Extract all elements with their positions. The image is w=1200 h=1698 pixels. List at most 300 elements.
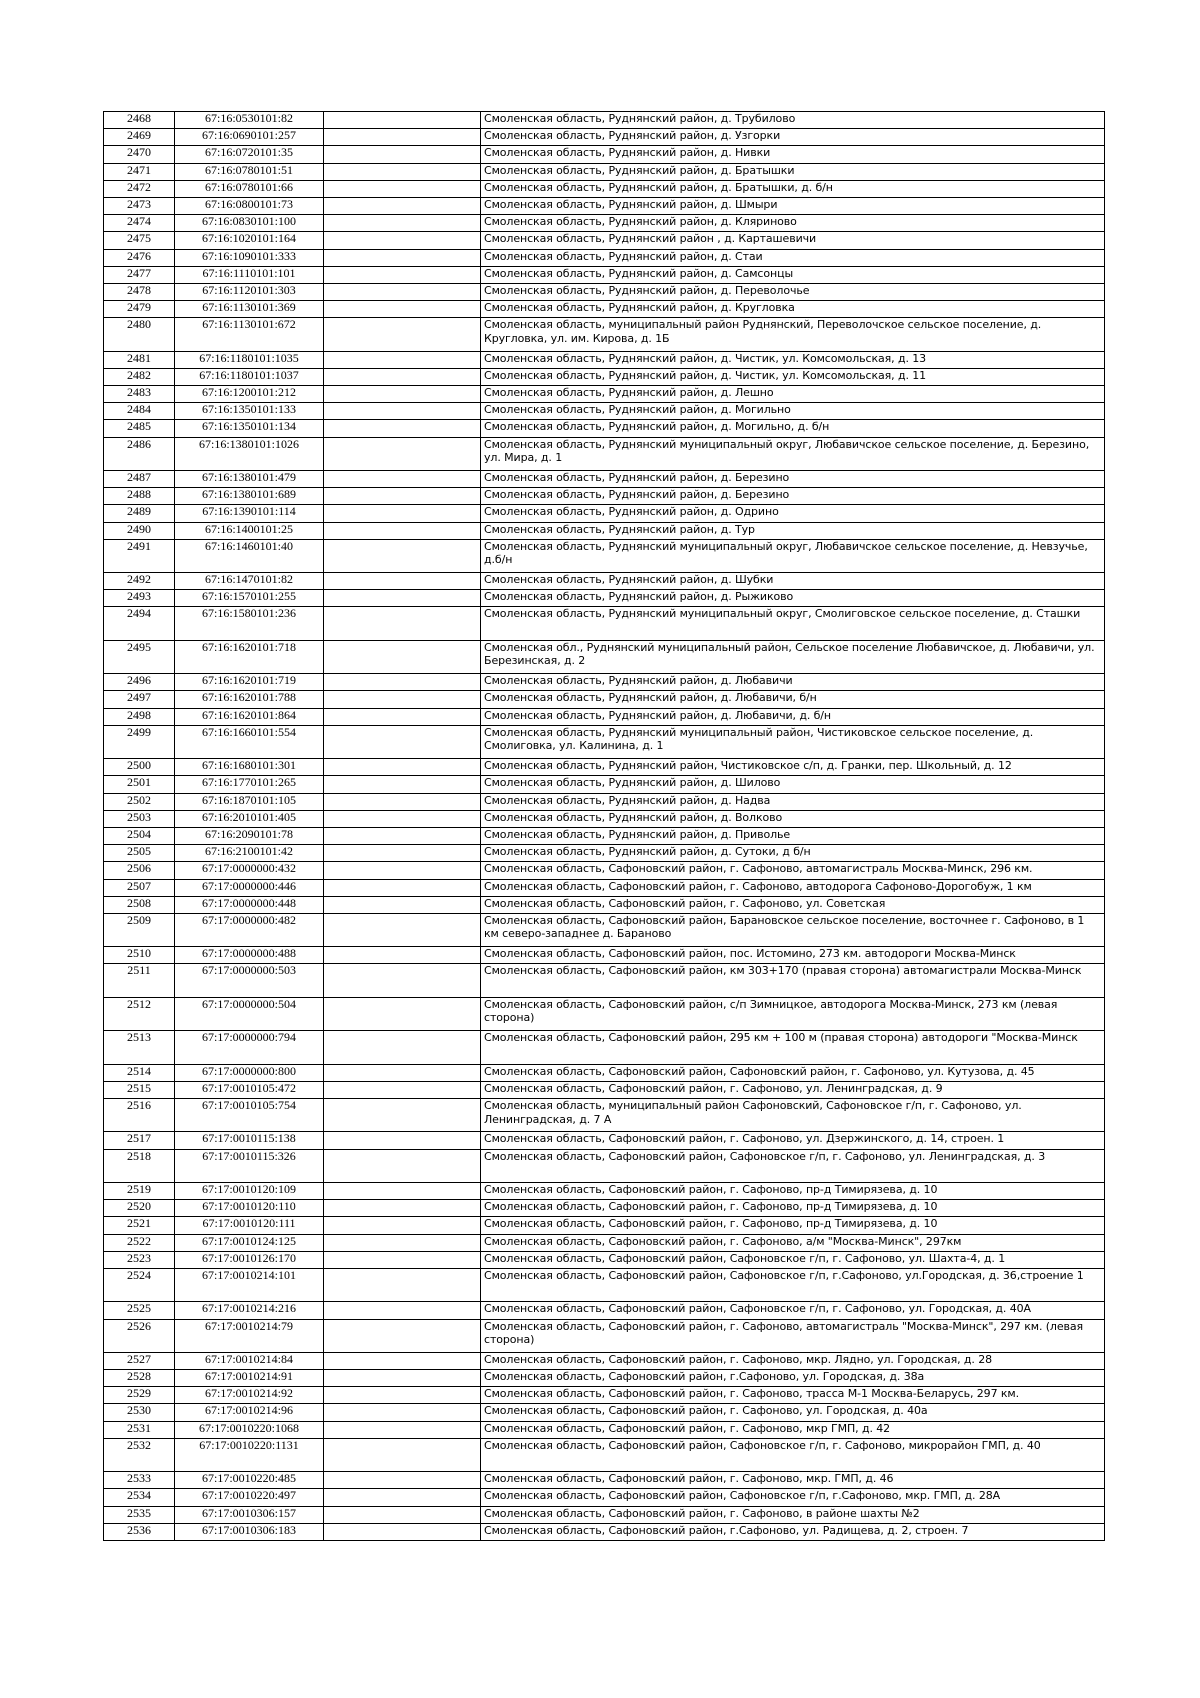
empty-cell (324, 1064, 481, 1081)
empty-cell (324, 470, 481, 487)
address: Смоленская область, Руднянский район, д. Сутоки, д б/н (481, 845, 1105, 862)
cadastral-number: 67:16:1770101:265 (175, 776, 324, 793)
cadastral-number: 67:16:1400101:25 (175, 522, 324, 539)
address: Смоленская область, Руднянский район, д. Чистик, ул. Комсомольская, д. 11 (481, 368, 1105, 385)
table-row (104, 1234, 1105, 1251)
cadastral-number: 67:16:1870101:105 (175, 793, 324, 810)
row-number: 2472 (104, 180, 175, 197)
empty-cell (324, 1081, 481, 1098)
address: Смоленская область, Сафоновский район, г. Сафоново, пр-д Тимирязева, д. 10 (481, 1200, 1105, 1217)
row-number: 2468 (104, 112, 175, 129)
cadastral-number: 67:16:1350101:134 (175, 420, 324, 437)
empty-cell (324, 403, 481, 420)
table-row (104, 232, 1105, 249)
address: Смоленская область, Руднянский район, д. Березино (481, 470, 1105, 487)
cadastral-number: 67:17:0000000:488 (175, 947, 324, 964)
table-row (104, 368, 1105, 385)
cadastral-number: 67:17:0000000:432 (175, 862, 324, 879)
row-number: 2485 (104, 420, 175, 437)
cadastral-number: 67:16:1660101:554 (175, 725, 324, 758)
empty-cell (324, 522, 481, 539)
empty-cell (324, 1438, 481, 1471)
address: Смоленская область, Руднянский район, д. Любавичи, б/н (481, 691, 1105, 708)
cadastral-number: 67:17:0010115:326 (175, 1149, 324, 1182)
address: Смоленская область, Сафоновский район, с/п Зимницкое, автодорога Москва-Минск, 273 км (левая сторона) (481, 997, 1105, 1030)
row-number: 2515 (104, 1081, 175, 1098)
table-row (104, 1404, 1105, 1421)
table-row (104, 437, 1105, 470)
table-row (104, 793, 1105, 810)
row-number: 2471 (104, 163, 175, 180)
cadastral-number: 67:17:0010214:79 (175, 1319, 324, 1352)
empty-cell (324, 1404, 481, 1421)
address: Смоленская область, Руднянский район, д. Шилово (481, 776, 1105, 793)
row-number: 2493 (104, 590, 175, 607)
empty-cell (324, 437, 481, 470)
cadastral-number: 67:17:0000000:794 (175, 1031, 324, 1064)
empty-cell (324, 488, 481, 505)
row-number: 2484 (104, 403, 175, 420)
cadastral-number: 67:16:2100101:42 (175, 845, 324, 862)
empty-cell (324, 1099, 481, 1132)
row-number: 2505 (104, 845, 175, 862)
table-row (104, 351, 1105, 368)
row-number: 2531 (104, 1421, 175, 1438)
address: Смоленская область, Руднянский район, д. Стаи (481, 249, 1105, 266)
cadastral-number: 67:16:1470101:82 (175, 573, 324, 590)
registry-table-body (104, 112, 1105, 1541)
address: Смоленская область, Сафоновский район, Сафоновское г/п, г. Сафоново, ул. Городская, д. 40А (481, 1302, 1105, 1319)
row-number: 2469 (104, 129, 175, 146)
empty-cell (324, 180, 481, 197)
empty-cell (324, 640, 481, 673)
cadastral-number: 67:17:0000000:503 (175, 964, 324, 997)
address: Смоленская область, Руднянский район, д. Надва (481, 793, 1105, 810)
empty-cell (324, 573, 481, 590)
row-number: 2491 (104, 539, 175, 572)
cadastral-number: 67:17:0000000:448 (175, 896, 324, 913)
empty-cell (324, 725, 481, 758)
address: Смоленская область, Руднянский район, д. Могильно, д. б/н (481, 420, 1105, 437)
table-row (104, 146, 1105, 163)
cadastral-number: 67:16:2010101:405 (175, 810, 324, 827)
empty-cell (324, 1251, 481, 1268)
empty-cell (324, 197, 481, 214)
cadastral-number: 67:16:1200101:212 (175, 386, 324, 403)
address: Смоленская область, Сафоновский район, г. Сафоново, мкр. ГМП, д. 46 (481, 1472, 1105, 1489)
address: Смоленская область, Руднянский район, д. Шмыри (481, 197, 1105, 214)
empty-cell (324, 1352, 481, 1369)
cadastral-number: 67:16:1620101:788 (175, 691, 324, 708)
empty-cell (324, 318, 481, 351)
cadastral-number: 67:17:0010220:1068 (175, 1421, 324, 1438)
address: Смоленская область, Сафоновский район, км 303+170 (правая сторона) автомагистрали Москва-Минск (481, 964, 1105, 997)
row-number: 2516 (104, 1099, 175, 1132)
table-row (104, 112, 1105, 129)
empty-cell (324, 215, 481, 232)
table-row (104, 964, 1105, 997)
address: Смоленская область, Руднянский район, д. Кляриново (481, 215, 1105, 232)
table-row (104, 1523, 1105, 1540)
table-row (104, 691, 1105, 708)
empty-cell (324, 1421, 481, 1438)
cadastral-number: 67:16:1380101:689 (175, 488, 324, 505)
row-number: 2517 (104, 1132, 175, 1149)
address: Смоленская область, Руднянский район, д. Приволье (481, 827, 1105, 844)
empty-cell (324, 1183, 481, 1200)
cadastral-number: 67:16:1390101:114 (175, 505, 324, 522)
row-number: 2476 (104, 249, 175, 266)
empty-cell (324, 1319, 481, 1352)
row-number: 2501 (104, 776, 175, 793)
row-number: 2479 (104, 301, 175, 318)
address: Смоленская область, муниципальный район Сафоновский, Сафоновское г/п, г. Сафоново, ул. Ленинградская, д. 7 А (481, 1099, 1105, 1132)
table-row (104, 1438, 1105, 1471)
cadastral-number: 67:16:1180101:1037 (175, 368, 324, 385)
empty-cell (324, 964, 481, 997)
table-row (104, 470, 1105, 487)
cadastral-number: 67:17:0010115:138 (175, 1132, 324, 1149)
cadastral-number: 67:16:2090101:78 (175, 827, 324, 844)
address: Смоленская область, Руднянский район, д. Тур (481, 522, 1105, 539)
table-row (104, 505, 1105, 522)
row-number: 2470 (104, 146, 175, 163)
address: Смоленская область, Руднянский район, д. Самсонцы (481, 266, 1105, 283)
cadastral-number: 67:16:0530101:82 (175, 112, 324, 129)
row-number: 2496 (104, 674, 175, 691)
empty-cell (324, 146, 481, 163)
row-number: 2509 (104, 913, 175, 946)
row-number: 2525 (104, 1302, 175, 1319)
row-number: 2513 (104, 1031, 175, 1064)
empty-cell (324, 674, 481, 691)
row-number: 2521 (104, 1217, 175, 1234)
address: Смоленская область, Сафоновский район, пос. Истомино, 273 км. автодороги Москва-Минск (481, 947, 1105, 964)
empty-cell (324, 590, 481, 607)
address: Смоленская область, Сафоновский район, г.Сафоново, ул. Радищева, д. 2, строен. 7 (481, 1523, 1105, 1540)
address: Смоленская область, Руднянский муниципальный район, Чистиковское сельское поселение, д. Смолиговка, ул. Калинина, д. 1 (481, 725, 1105, 758)
row-number: 2518 (104, 1149, 175, 1182)
row-number: 2522 (104, 1234, 175, 1251)
address: Смоленская область, Руднянский район, д. Узгорки (481, 129, 1105, 146)
empty-cell (324, 1031, 481, 1064)
address: Смоленская область, Сафоновский район, г. Сафоново, ул. Дзержинского, д. 14, строен. 1 (481, 1132, 1105, 1149)
cadastral-number: 67:16:0830101:100 (175, 215, 324, 232)
cadastral-number: 67:17:0010120:110 (175, 1200, 324, 1217)
empty-cell (324, 810, 481, 827)
address: Смоленская область, Руднянский район, д. Могильно (481, 403, 1105, 420)
row-number: 2497 (104, 691, 175, 708)
table-row (104, 862, 1105, 879)
table-row (104, 1421, 1105, 1438)
empty-cell (324, 1387, 481, 1404)
table-row (104, 386, 1105, 403)
table-row (104, 1081, 1105, 1098)
address: Смоленская область, Сафоновский район, Сафоновское г/п, г.Сафоново, ул.Городская, д. 36,строение 1 (481, 1268, 1105, 1301)
address: Смоленская область, Сафоновский район, г. Сафоново, в районе шахты №2 (481, 1506, 1105, 1523)
table-row (104, 1319, 1105, 1352)
empty-cell (324, 827, 481, 844)
row-number: 2486 (104, 437, 175, 470)
address: Смоленская область, Сафоновский район, Барановское сельское поселение, восточнее г. Сафоново, в 1 км северо-западнее д. Бараново (481, 913, 1105, 946)
address: Смоленская область, Сафоновский район, г.Сафоново, ул. Городская, д. 38а (481, 1370, 1105, 1387)
cadastral-number: 67:16:0690101:257 (175, 129, 324, 146)
row-number: 2508 (104, 896, 175, 913)
cadastral-number: 67:16:1120101:303 (175, 283, 324, 300)
empty-cell (324, 266, 481, 283)
address: Смоленская область, Сафоновский район, г. Сафоново, ул. Городская, д. 40а (481, 1404, 1105, 1421)
cadastral-number: 67:16:1620101:718 (175, 640, 324, 673)
cadastral-number: 67:17:0010214:96 (175, 1404, 324, 1421)
cadastral-number: 67:17:0000000:504 (175, 997, 324, 1030)
row-number: 2475 (104, 232, 175, 249)
cadastral-number: 67:16:1380101:479 (175, 470, 324, 487)
row-number: 2478 (104, 283, 175, 300)
empty-cell (324, 420, 481, 437)
empty-cell (324, 1523, 481, 1540)
address: Смоленская область, Руднянский район, д. Братышки (481, 163, 1105, 180)
empty-cell (324, 1268, 481, 1301)
table-row (104, 708, 1105, 725)
cadastral-number: 67:16:1620101:864 (175, 708, 324, 725)
table-row (104, 1132, 1105, 1149)
cadastral-number: 67:17:0010220:1131 (175, 1438, 324, 1471)
table-row (104, 1099, 1105, 1132)
cadastral-number: 67:17:0010105:472 (175, 1081, 324, 1098)
cadastral-number: 67:17:0010126:170 (175, 1251, 324, 1268)
empty-cell (324, 845, 481, 862)
address: Смоленская область, Руднянский муниципальный округ, Любавичское сельское поселение, д. Невзучье, д.б/н (481, 539, 1105, 572)
empty-cell (324, 793, 481, 810)
cadastral-number: 67:16:1380101:1026 (175, 437, 324, 470)
table-row (104, 539, 1105, 572)
table-row (104, 913, 1105, 946)
row-number: 2492 (104, 573, 175, 590)
empty-cell (324, 862, 481, 879)
cadastral-number: 67:17:0010214:91 (175, 1370, 324, 1387)
table-row (104, 1064, 1105, 1081)
empty-cell (324, 283, 481, 300)
table-row (104, 776, 1105, 793)
address: Смоленская область, Руднянский район, д. Шубки (481, 573, 1105, 590)
address: Смоленская область, Сафоновский район, Сафоновское г/п, г. Сафоново, микрорайон ГМП, д. 40 (481, 1438, 1105, 1471)
table-row (104, 1472, 1105, 1489)
row-number: 2489 (104, 505, 175, 522)
row-number: 2506 (104, 862, 175, 879)
cadastral-number: 67:16:0720101:35 (175, 146, 324, 163)
address: Смоленская область, муниципальный район Руднянский, Переволочское сельское поселение, д. Кругловка, ул. им. Кирова, д. 1Б (481, 318, 1105, 351)
table-row (104, 590, 1105, 607)
row-number: 2535 (104, 1506, 175, 1523)
table-row (104, 845, 1105, 862)
cadastral-number: 67:16:0780101:66 (175, 180, 324, 197)
table-row (104, 1352, 1105, 1369)
row-number: 2527 (104, 1352, 175, 1369)
cadastral-number: 67:17:0010214:84 (175, 1352, 324, 1369)
row-number: 2512 (104, 997, 175, 1030)
table-row (104, 266, 1105, 283)
table-row (104, 249, 1105, 266)
address: Смоленская область, Сафоновский район, г. Сафоново, пр-д Тимирязева, д. 10 (481, 1217, 1105, 1234)
row-number: 2487 (104, 470, 175, 487)
table-row (104, 1370, 1105, 1387)
empty-cell (324, 607, 481, 640)
empty-cell (324, 691, 481, 708)
address: Смоленская область, Сафоновский район, Сафоновское г/п, г.Сафоново, мкр. ГМП, д. 28А (481, 1489, 1105, 1506)
address: Смоленская область, Руднянский район, д. Чистик, ул. Комсомольская, д. 13 (481, 351, 1105, 368)
address: Смоленская область, Руднянский район, д. Любавичи (481, 674, 1105, 691)
address: Смоленская область, Сафоновский район, 295 км + 100 м (правая сторона) автодороги "Москва-Минск (481, 1031, 1105, 1064)
table-row (104, 896, 1105, 913)
address: Смоленская область, Сафоновский район, г. Сафоново, пр-д Тимирязева, д. 10 (481, 1183, 1105, 1200)
address: Смоленская область, Руднянский район, д. Кругловка (481, 301, 1105, 318)
cadastral-number: 67:17:0010214:101 (175, 1268, 324, 1301)
address: Смоленская область, Руднянский район, д. Любавичи, д. б/н (481, 708, 1105, 725)
empty-cell (324, 232, 481, 249)
row-number: 2488 (104, 488, 175, 505)
row-number: 2504 (104, 827, 175, 844)
table-row (104, 1489, 1105, 1506)
row-number: 2514 (104, 1064, 175, 1081)
table-row (104, 573, 1105, 590)
empty-cell (324, 913, 481, 946)
address: Смоленская область, Руднянский район, д. Волково (481, 810, 1105, 827)
row-number: 2483 (104, 386, 175, 403)
address: Смоленская область, Сафоновский район, г. Сафоново, автомагистраль Москва-Минск, 296 км. (481, 862, 1105, 879)
table-row (104, 1217, 1105, 1234)
empty-cell (324, 112, 481, 129)
table-row (104, 283, 1105, 300)
cadastral-number: 67:16:1350101:133 (175, 403, 324, 420)
address: Смоленская область, Руднянский район, д. Братышки, д. б/н (481, 180, 1105, 197)
table-row (104, 1183, 1105, 1200)
cadastral-number: 67:16:1180101:1035 (175, 351, 324, 368)
address: Смоленская область, Руднянский район, д. Березино (481, 488, 1105, 505)
table-row (104, 725, 1105, 758)
empty-cell (324, 759, 481, 776)
table-row (104, 759, 1105, 776)
empty-cell (324, 539, 481, 572)
empty-cell (324, 1149, 481, 1182)
cadastral-number: 67:16:1620101:719 (175, 674, 324, 691)
table-row (104, 879, 1105, 896)
empty-cell (324, 386, 481, 403)
table-row (104, 163, 1105, 180)
empty-cell (324, 708, 481, 725)
empty-cell (324, 1472, 481, 1489)
cadastral-number: 67:16:1090101:333 (175, 249, 324, 266)
empty-cell (324, 1217, 481, 1234)
cadastral-number: 67:17:0010105:754 (175, 1099, 324, 1132)
address: Смоленская область, Руднянский район, д. Трубилово (481, 112, 1105, 129)
address: Смоленская область, Сафоновский район, г. Сафоново, ул. Ленинградская, д. 9 (481, 1081, 1105, 1098)
empty-cell (324, 163, 481, 180)
cadastral-number: 67:17:0010220:497 (175, 1489, 324, 1506)
table-row (104, 1302, 1105, 1319)
cadastral-number: 67:16:0800101:73 (175, 197, 324, 214)
table-row (104, 640, 1105, 673)
cadastral-number: 67:16:1580101:236 (175, 607, 324, 640)
row-number: 2498 (104, 708, 175, 725)
address: Смоленская область, Руднянский район, д. Одрино (481, 505, 1105, 522)
table-row (104, 420, 1105, 437)
table-row (104, 197, 1105, 214)
row-number: 2532 (104, 1438, 175, 1471)
empty-cell (324, 1234, 481, 1251)
empty-cell (324, 1506, 481, 1523)
empty-cell (324, 505, 481, 522)
cadastral-number: 67:17:0010120:111 (175, 1217, 324, 1234)
table-row (104, 1268, 1105, 1301)
table-row (104, 301, 1105, 318)
row-number: 2523 (104, 1251, 175, 1268)
empty-cell (324, 1132, 481, 1149)
row-number: 2481 (104, 351, 175, 368)
cadastral-number: 67:16:1680101:301 (175, 759, 324, 776)
row-number: 2494 (104, 607, 175, 640)
table-row (104, 403, 1105, 420)
row-number: 2474 (104, 215, 175, 232)
empty-cell (324, 997, 481, 1030)
address: Смоленская область, Руднянский район, Чистиковское с/п, д. Гранки, пер. Школьный, д. 12 (481, 759, 1105, 776)
cadastral-number: 67:17:0010306:183 (175, 1523, 324, 1540)
table-row (104, 1149, 1105, 1182)
row-number: 2477 (104, 266, 175, 283)
cadastral-number: 67:16:1130101:369 (175, 301, 324, 318)
address: Смоленская область, Сафоновский район, Сафоновский район, г. Сафоново, ул. Кутузова, д. 45 (481, 1064, 1105, 1081)
address: Смоленская область, Сафоновский район, г. Сафоново, мкр ГМП, д. 42 (481, 1421, 1105, 1438)
table-row (104, 1506, 1105, 1523)
address: Смоленская область, Сафоновский район, г. Сафоново, трасса М-1 Москва-Беларусь, 297 км. (481, 1387, 1105, 1404)
row-number: 2500 (104, 759, 175, 776)
row-number: 2520 (104, 1200, 175, 1217)
row-number: 2530 (104, 1404, 175, 1421)
row-number: 2519 (104, 1183, 175, 1200)
address: Смоленская область, Руднянский район , д. Карташевичи (481, 232, 1105, 249)
row-number: 2536 (104, 1523, 175, 1540)
row-number: 2533 (104, 1472, 175, 1489)
cadastral-number: 67:17:0000000:446 (175, 879, 324, 896)
table-row (104, 488, 1105, 505)
table-row (104, 607, 1105, 640)
cadastral-number: 67:16:1460101:40 (175, 539, 324, 572)
empty-cell (324, 368, 481, 385)
empty-cell (324, 879, 481, 896)
table-row (104, 318, 1105, 351)
empty-cell (324, 896, 481, 913)
cadastral-number: 67:17:0010120:109 (175, 1183, 324, 1200)
table-row (104, 1387, 1105, 1404)
row-number: 2495 (104, 640, 175, 673)
table-row (104, 997, 1105, 1030)
row-number: 2529 (104, 1387, 175, 1404)
address: Смоленская область, Руднянский район, д. Переволочье (481, 283, 1105, 300)
table-row (104, 827, 1105, 844)
cadastral-number: 67:16:1020101:164 (175, 232, 324, 249)
address: Смоленская область, Руднянский район, д. Рыжиково (481, 590, 1105, 607)
row-number: 2490 (104, 522, 175, 539)
row-number: 2503 (104, 810, 175, 827)
row-number: 2502 (104, 793, 175, 810)
cadastral-number: 67:16:0780101:51 (175, 163, 324, 180)
empty-cell (324, 351, 481, 368)
empty-cell (324, 1370, 481, 1387)
cadastral-number: 67:17:0010124:125 (175, 1234, 324, 1251)
empty-cell (324, 301, 481, 318)
row-number: 2511 (104, 964, 175, 997)
row-number: 2480 (104, 318, 175, 351)
table-row (104, 1031, 1105, 1064)
